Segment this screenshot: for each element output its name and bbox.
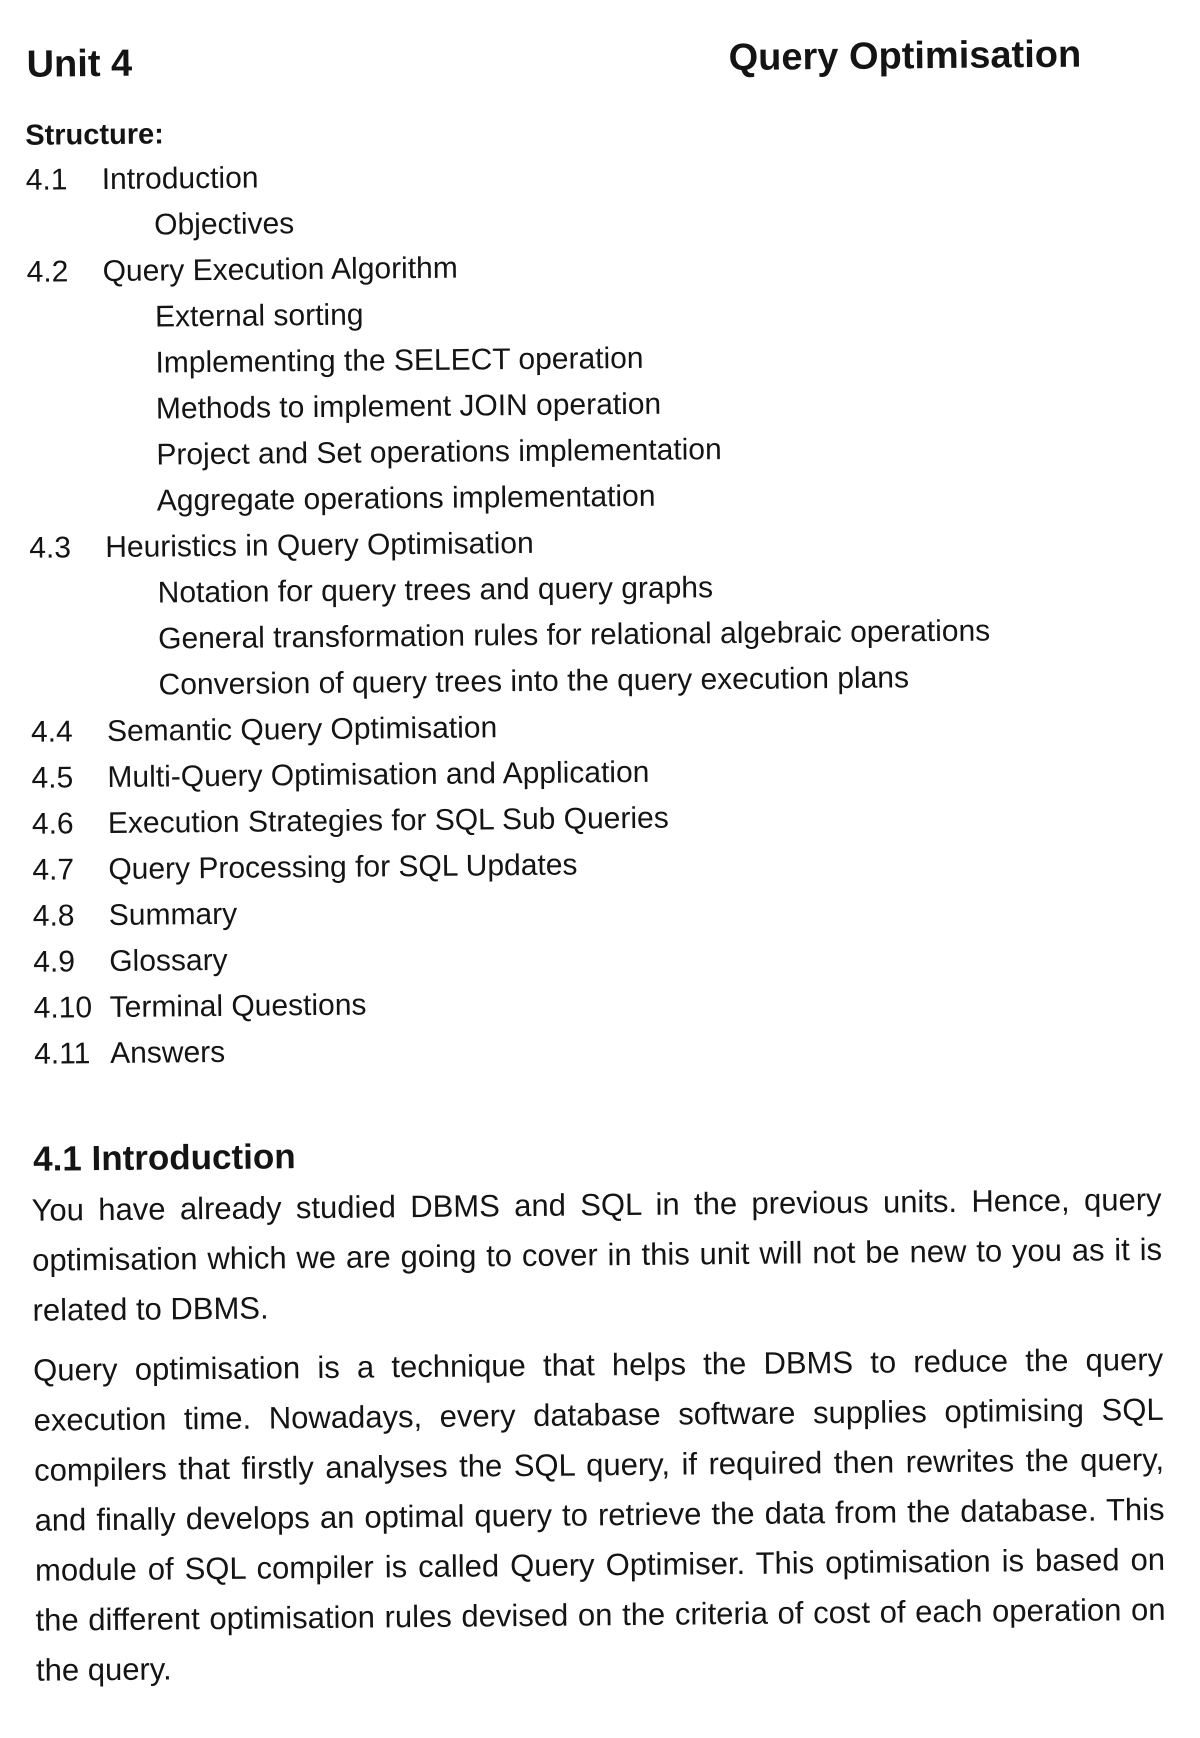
toc-item-number: 4.4 — [30, 715, 73, 749]
toc-item-text: Execution Strategies for SQL Sub Queries — [107, 801, 669, 841]
toc-item-text: Implementing the SELECT operation — [155, 341, 644, 380]
toc-item-text: Objectives — [154, 207, 295, 242]
unit-label: Unit 4 — [26, 42, 133, 86]
toc-item-text: Methods to implement JOIN operation — [155, 387, 662, 426]
toc-item-number: 4.2 — [26, 255, 69, 289]
toc-item-text: External sorting — [154, 298, 364, 334]
toc-item-number: 4.9 — [33, 945, 76, 979]
toc-item-text: Heuristics in Query Optimisation — [105, 526, 534, 565]
toc-item-text: Answers — [109, 1035, 226, 1070]
intro-paragraph-2: Query optimisation is a technique that helps the DBMS to reduce the query execution time. Nowadays, every database software supplies optimising SQL compilers that firstly analyses the SQL query, if required then rewrites the query, and finally develops an optimal query to retrieve the data from the database. This module of SQL compiler is called Query Optimiser. This optimisation is based on the different optimisation rules devised on the criteria of cost of each operation on the query. — [32, 1341, 1166, 1688]
toc-item-text: General transformation rules for relational algebraic operations — [157, 614, 991, 656]
toc-item-number: 4.10 — [33, 991, 93, 1025]
toc-item-text: Semantic Query Optimisation — [106, 711, 498, 749]
section-heading-introduction: 4.1 Introduction — [32, 1137, 296, 1179]
toc-item-text: Aggregate operations implementation — [156, 479, 656, 518]
toc-item-number: 4.7 — [32, 853, 75, 887]
structure-heading: Structure: — [25, 118, 165, 152]
intro-paragraph-1: You have already studied DBMS and SQL in the previous units. Hence, query optimisation which we are going to cover in this unit will not be new to you as it is related to DBMS. — [31, 1181, 1163, 1328]
toc-item-text: Query Execution Algorithm — [102, 251, 458, 289]
unit-title: Query Optimisation — [728, 33, 1082, 80]
toc-item — [34, 1021, 1164, 1078]
table-of-contents — [26, 147, 1165, 1078]
toc-item-number: 4.3 — [29, 531, 72, 565]
toc-item-text: Introduction — [101, 161, 259, 197]
toc-item-number: 4.8 — [32, 899, 75, 933]
toc-item-text: Summary — [108, 897, 238, 932]
toc-item-text: Notation for query trees and query graphs — [157, 571, 714, 610]
toc-item-text: Query Processing for SQL Updates — [108, 848, 578, 886]
toc-item-number: 4.11 — [33, 1037, 91, 1071]
toc-item-text: Multi-Query Optimisation and Application — [107, 755, 650, 795]
toc-item-number: 4.6 — [31, 807, 74, 841]
toc-item-text: Terminal Questions — [109, 988, 367, 1024]
toc-item-text: Project and Set operations implementation — [156, 433, 722, 472]
toc-item-text: Glossary — [109, 943, 228, 978]
toc-item-number: 4.5 — [31, 761, 74, 795]
toc-item-number: 4.1 — [25, 163, 68, 197]
toc-item-text: Conversion of query trees into the query execution plans — [158, 661, 910, 702]
